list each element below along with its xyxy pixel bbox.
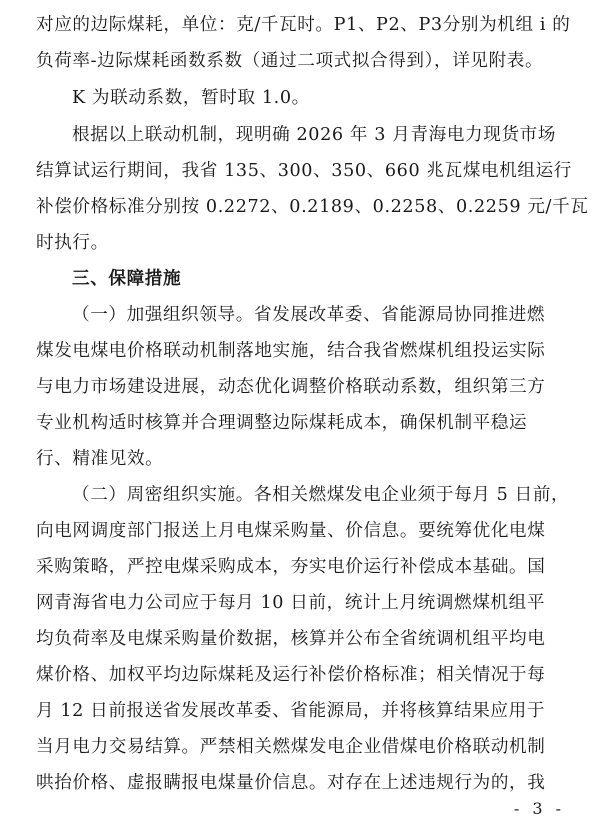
paragraph-line: 专业机构适时核算并合理调整边际煤耗成本，确保机制平稳运 xyxy=(36,413,528,433)
paragraph-line: 对应的边际煤耗，单位：克/千瓦时。P1、P2、P3分别为机组 i 的 xyxy=(36,15,571,35)
paragraph-line: 煤发电煤电价格联动机制落地实施，结合我省燃煤机组投运实际 xyxy=(36,341,546,361)
paragraph-line: 哄抬价格、虚报瞒报电煤量价信息。对存在上述违规行为的，我 xyxy=(36,773,546,793)
paragraph-line: 时执行。 xyxy=(36,233,109,253)
paragraph-line: （二）周密组织实施。各相关燃煤发电企业须于每月 5 日前， xyxy=(72,485,570,505)
page-number: - 3 - xyxy=(513,799,565,818)
paragraph-line: 补偿价格标准分别按 0.2272、0.2189、0.2258、0.2259 元/千瓦 xyxy=(36,197,589,217)
paragraph-line: K 为联动系数，暂时取 1.0。 xyxy=(72,88,310,108)
paragraph-line: 结算试运行期间，我省 135、300、350、660 兆瓦煤电机组运行 xyxy=(36,161,572,181)
paragraph-line: 月 12 日前报送省发展改革委、省能源局，并将核算结果应用于 xyxy=(36,701,546,721)
paragraph-line: 网青海省电力公司应于每月 10 日前，统计上月统调燃煤机组平 xyxy=(36,593,546,613)
paragraph-line: 负荷率-边际煤耗函数系数（通过二项式拟合得到），详见附表。 xyxy=(36,51,544,71)
paragraph-line: 煤价格、加权平均边际煤耗及运行补偿价格标准；相关情况于每 xyxy=(36,665,546,685)
paragraph-line: 当月电力交易结算。严禁相关燃煤发电企业借煤电价格联动机制 xyxy=(36,737,546,757)
paragraph-line: （一）加强组织领导。省发展改革委、省能源局协同推进燃 xyxy=(72,305,546,325)
paragraph-line: 均负荷率及电煤采购量价数据，核算并公布全省统调机组平均电 xyxy=(36,629,546,649)
paragraph-line: 向电网调度部门报送上月电煤采购量、价信息。要统筹优化电煤 xyxy=(36,521,546,541)
paragraph-line: 根据以上联动机制，现明确 2026 年 3 月青海电力现货市场 xyxy=(72,125,557,145)
paragraph-line: 采购策略，严控电煤采购成本，夯实电价运行补偿成本基础。国 xyxy=(36,557,546,577)
paragraph-line: 与电力市场建设进展，动态优化调整价格联动系数，组织第三方 xyxy=(36,377,546,397)
paragraph-line: 行、精准见效。 xyxy=(36,449,164,469)
section-heading: 三、保障措施 xyxy=(72,269,182,289)
